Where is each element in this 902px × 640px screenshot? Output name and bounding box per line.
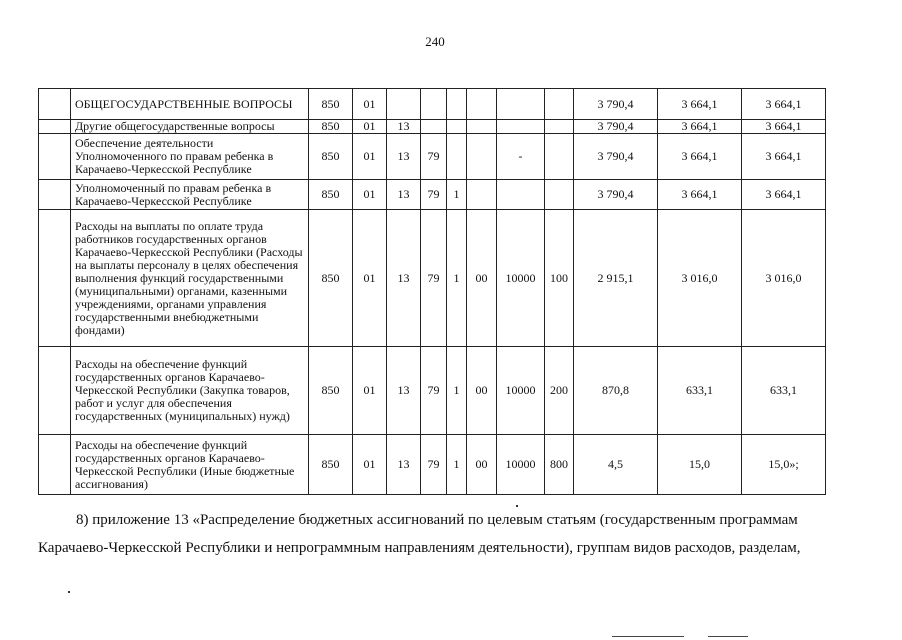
row-name: Другие общегосударственные вопросы (71, 120, 309, 134)
amount-cell: 3 664,1 (658, 89, 742, 120)
table-row (39, 347, 826, 435)
code-cell (447, 120, 467, 134)
amount-cell: 3 790,4 (574, 134, 658, 180)
table-cell (39, 435, 71, 495)
amount-cell: 3 790,4 (574, 120, 658, 134)
amount-cell: 3 664,1 (658, 120, 742, 134)
code-cell: 79 (421, 347, 447, 435)
table-cell (39, 210, 71, 347)
code-cell: 850 (309, 134, 353, 180)
table-row (39, 210, 826, 347)
code-cell (387, 89, 421, 120)
amount-cell: 633,1 (658, 347, 742, 435)
page-number: 240 (425, 34, 445, 49)
amount-cell: 870,8 (574, 347, 658, 435)
budget-table (38, 88, 826, 495)
row-name: ОБЩЕГОСУДАРСТВЕННЫЕ ВОПРОСЫ (71, 89, 309, 120)
table-cell (39, 180, 71, 210)
code-cell (421, 120, 447, 134)
paragraph-line-1: 8) приложение 13 «Распределение бюджетных ассигнований по целевым статьям (государственным программам (76, 512, 798, 528)
row-name: Расходы на обеспечение функций государственных органов Карачаево-Черкесской Республики (Закупка товаров, работ и услуг для обеспечения государственных (муниципальных) нужд) (71, 347, 309, 435)
code-cell: 13 (387, 347, 421, 435)
code-cell: 00 (467, 435, 497, 495)
amount-cell: 3 664,1 (742, 180, 826, 210)
table-cell (39, 89, 71, 120)
table-row (39, 89, 826, 120)
code-cell: 850 (309, 180, 353, 210)
code-cell (421, 89, 447, 120)
code-cell: - (497, 134, 545, 180)
code-cell: 01 (353, 89, 387, 120)
code-cell: 10000 (497, 347, 545, 435)
row-name: Обеспечение деятельности Уполномоченного по правам ребенка в Карачаево-Черкесской Республике (71, 134, 309, 180)
code-cell (467, 180, 497, 210)
code-cell: 01 (353, 347, 387, 435)
code-cell: 13 (387, 180, 421, 210)
table-cell (39, 120, 71, 134)
code-cell (467, 120, 497, 134)
amount-cell: 3 016,0 (658, 210, 742, 347)
code-cell: 13 (387, 435, 421, 495)
amount-cell: 3 016,0 (742, 210, 826, 347)
table-cell (39, 134, 71, 180)
code-cell: 10000 (497, 210, 545, 347)
amount-cell: 2 915,1 (574, 210, 658, 347)
code-cell: 01 (353, 180, 387, 210)
code-cell: 01 (353, 134, 387, 180)
code-cell: 850 (309, 347, 353, 435)
code-cell (545, 89, 574, 120)
table-row (39, 180, 826, 210)
amount-cell: 3 790,4 (574, 89, 658, 120)
code-cell (545, 180, 574, 210)
code-cell: 01 (353, 435, 387, 495)
amount-cell: 3 664,1 (742, 120, 826, 134)
code-cell: 850 (309, 210, 353, 347)
code-cell (497, 89, 545, 120)
code-cell (497, 120, 545, 134)
row-name: Расходы на обеспечение функций государственных органов Карачаево-Черкесской Республики (Иные бюджетные ассигнования) (71, 435, 309, 495)
code-cell: 00 (467, 210, 497, 347)
code-cell: 850 (309, 120, 353, 134)
code-cell: 100 (545, 210, 574, 347)
code-cell: 00 (467, 347, 497, 435)
scan-speck (516, 505, 518, 507)
footer-rule (612, 636, 684, 637)
table-row (39, 120, 826, 134)
code-cell: 800 (545, 435, 574, 495)
code-cell: 79 (421, 435, 447, 495)
code-cell: 13 (387, 120, 421, 134)
code-cell: 79 (421, 180, 447, 210)
amount-cell: 4,5 (574, 435, 658, 495)
table-cell (39, 347, 71, 435)
code-cell: 850 (309, 89, 353, 120)
code-cell (447, 89, 467, 120)
table-row (39, 134, 826, 180)
code-cell: 79 (421, 134, 447, 180)
code-cell: 10000 (497, 435, 545, 495)
code-cell: 79 (421, 210, 447, 347)
code-cell (447, 134, 467, 180)
amount-cell: 633,1 (742, 347, 826, 435)
code-cell (497, 180, 545, 210)
amount-cell: 3 664,1 (742, 134, 826, 180)
amount-cell: 15,0 (658, 435, 742, 495)
row-name: Расходы на выплаты по оплате труда работников государственных органов Карачаево-Черкесской Республики (Расходы на выплаты персоналу в целях обеспечения выполнения функций государственными (муниципальными) органами, казенными учреждениями, органами управления государственными внебюджетными фондами) (71, 210, 309, 347)
code-cell (545, 120, 574, 134)
table-row (39, 435, 826, 495)
amount-cell: 3 790,4 (574, 180, 658, 210)
amount-cell: 3 664,1 (658, 180, 742, 210)
code-cell: 13 (387, 134, 421, 180)
paragraph-line-2: Карачаево-Черкесской Республики и непрограммным направлениям деятельности), группам видов расходов, разделам, (38, 540, 801, 556)
code-cell (467, 89, 497, 120)
amount-cell: 3 664,1 (658, 134, 742, 180)
code-cell: 1 (447, 435, 467, 495)
code-cell: 850 (309, 435, 353, 495)
row-name: Уполномоченный по правам ребенка в Карачаево-Черкесской Республике (71, 180, 309, 210)
code-cell: 1 (447, 180, 467, 210)
code-cell: 13 (387, 210, 421, 347)
code-cell: 1 (447, 210, 467, 347)
code-cell: 01 (353, 210, 387, 347)
amount-cell: 3 664,1 (742, 89, 826, 120)
amount-cell: 15,0»; (742, 435, 826, 495)
footer-rule (708, 636, 748, 637)
code-cell: 200 (545, 347, 574, 435)
scan-speck (68, 591, 70, 593)
code-cell: 1 (447, 347, 467, 435)
code-cell (467, 134, 497, 180)
code-cell (545, 134, 574, 180)
code-cell: 01 (353, 120, 387, 134)
